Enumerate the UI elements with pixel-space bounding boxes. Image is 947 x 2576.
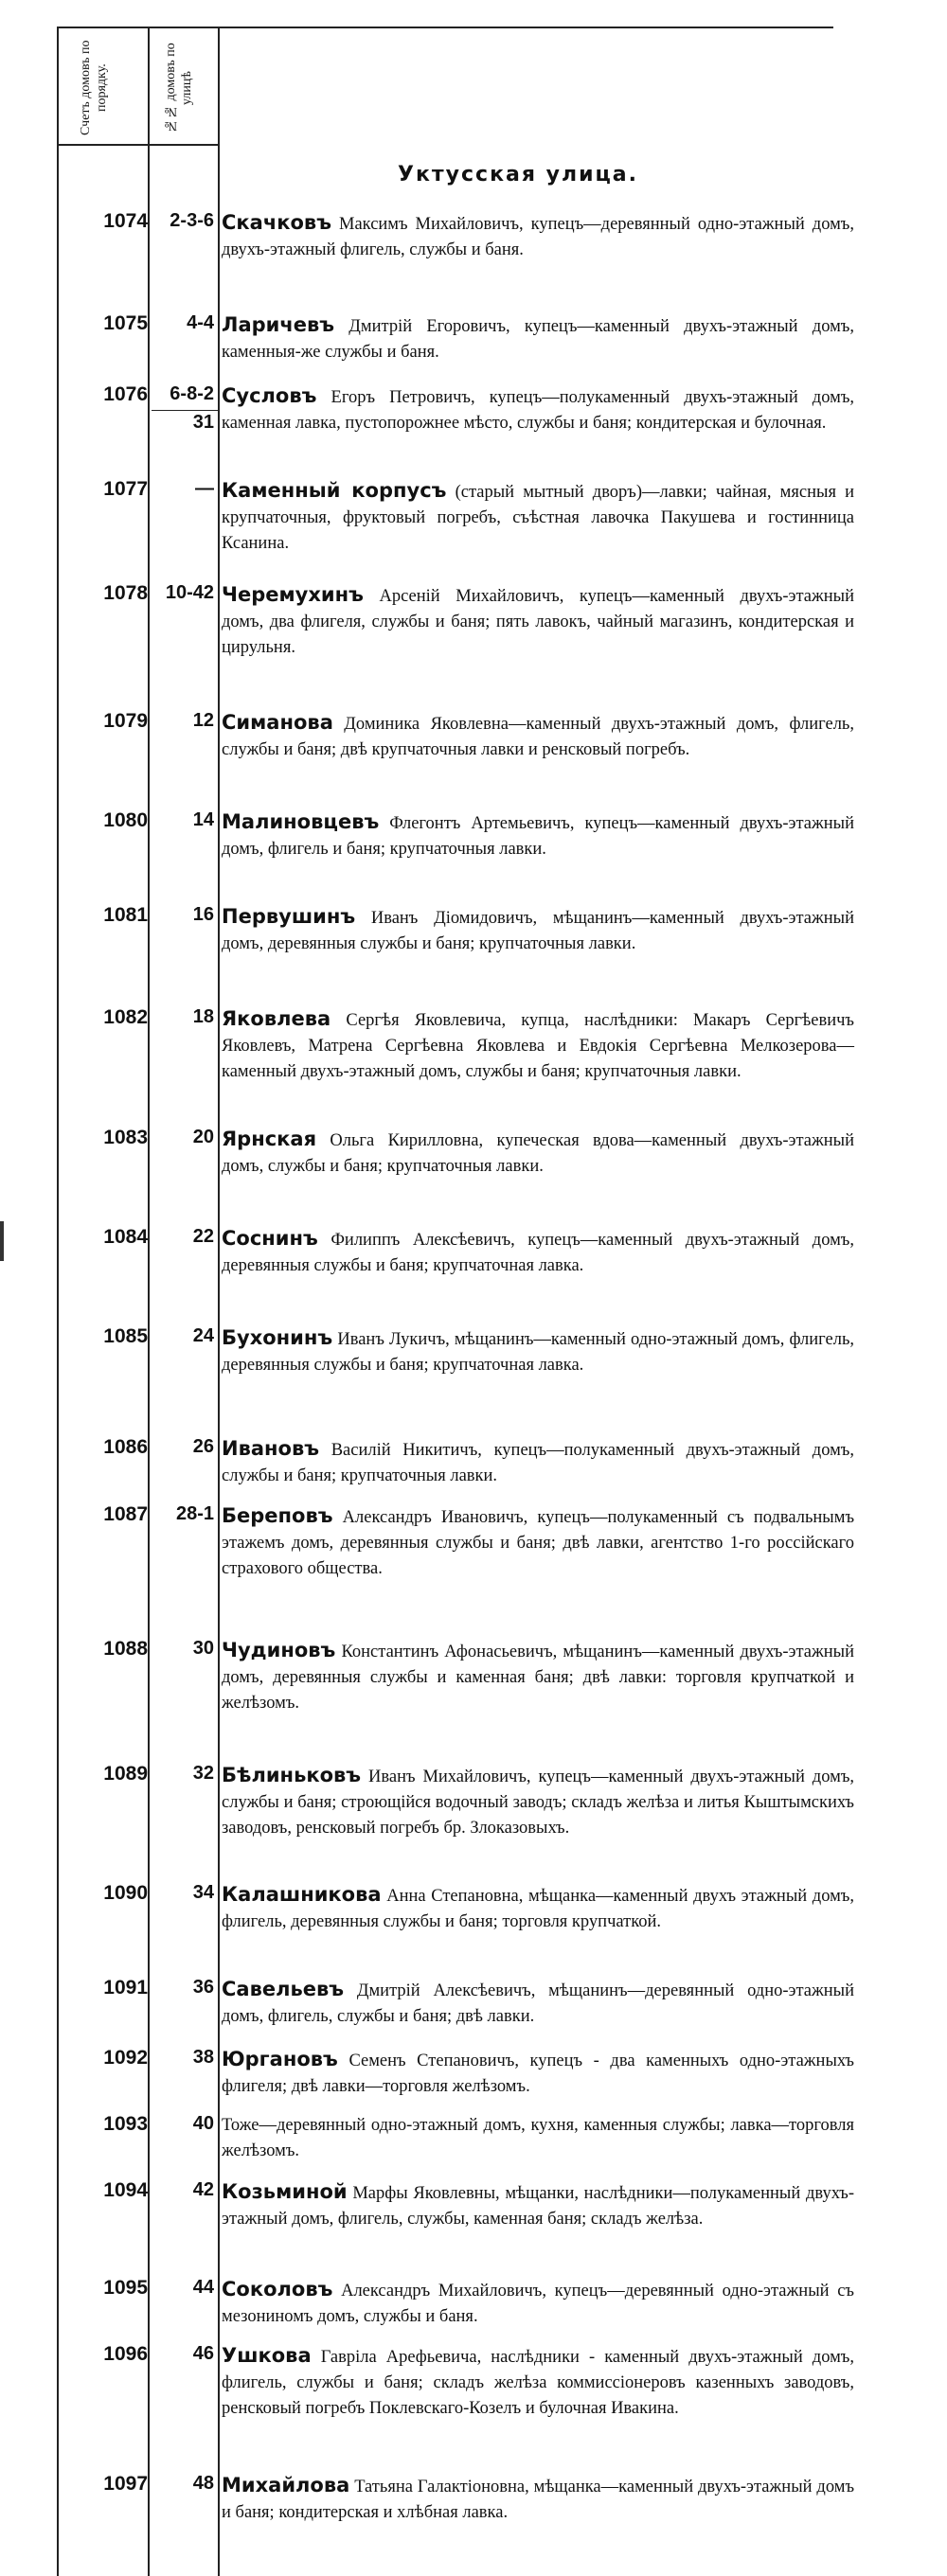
entry-description (222, 582, 854, 661)
street-house-number: 2-3-6 (170, 210, 214, 231)
house-count-number: 1091 (103, 1977, 148, 1999)
entry-text: Александръ Ивановичъ, купецъ—полукаменный съ подвальнымъ этажемъ домъ, деревянныя службы и баня; двѣ лавки, агентство 1-го россійскаго страхового общества. (222, 1508, 855, 1578)
street-house-number: 26 (192, 1436, 214, 1457)
entry-description (222, 210, 854, 263)
entry-text: Василій Никитичъ, купецъ—полукаменный двухъ-этажный домъ, службы и баня; крупчаточныя лавки. (222, 1441, 854, 1485)
street-title: Уктусская улица. (398, 163, 639, 187)
owner-name: Ивановъ (222, 1437, 320, 1460)
house-count-number: 1084 (103, 1226, 148, 1248)
entry-text: Марфы Яковлевны, мѣщанки, наслѣдники—полукаменный двухъ-этажный домъ, флигель, службы, каменная баня; складъ желѣза. (222, 2184, 854, 2229)
entry-text: Семенъ Степановичъ, купецъ - два каменныхъ одно-этажныхъ флигеля; двѣ лавки—торговля желѣзомъ. (222, 2052, 855, 2096)
house-count-number: 1089 (103, 1763, 148, 1785)
owner-name: Малиновцевъ (222, 810, 380, 833)
street-house-number: 34 (192, 1882, 214, 1903)
entry-text: Иванъ Лукичъ, мѣщанинъ—каменный одно-этажный домъ, флигель, деревянныя службы и баня; крупчаточная лавка. (222, 1330, 855, 1375)
house-count-number: 1097 (103, 2473, 148, 2495)
owner-name: Симанова (222, 711, 333, 734)
house-count-number: 1086 (103, 1436, 148, 1458)
entry-description (222, 2343, 854, 2422)
owner-name: Черемухинъ (222, 583, 364, 606)
street-house-number: 14 (192, 809, 214, 830)
owner-name: Калашникова (222, 1883, 382, 1906)
entry-text: Егоръ Петровичъ, купецъ—полукаменный двухъ-этажный домъ, каменная лавка, пустопорожнее мѣсто, службы и баня; кондитерская и булочная. (222, 388, 855, 433)
entry-text: Александръ Михайловичъ, купецъ—деревянный одно-этажный съ мезониномъ домъ, службы и баня. (222, 2282, 854, 2326)
entry-text: Арсеній Михайловичъ, купецъ—каменный двухъ-этажный домъ, два флигеля, службы и баня; пять лавокъ, чайный магазинъ, кондитерская и цирульня. (222, 587, 854, 657)
street-house-number-secondary: 31 (192, 412, 214, 433)
column-divider-middle (148, 27, 150, 2576)
street-house-number: 48 (192, 2473, 214, 2494)
entry-description (222, 1006, 854, 1085)
entry-description (222, 312, 854, 365)
entry-text: Максимъ Михайловичъ, купецъ—деревянный одно-этажный домъ, двухъ-этажный флигель, службы и баня. (222, 215, 854, 259)
entry-description (222, 383, 854, 436)
entry-description (222, 904, 854, 957)
owner-name: Чудиновъ (222, 1639, 336, 1661)
owner-name: Савельевъ (222, 1978, 345, 2000)
column-divider-left (57, 27, 59, 2576)
entry-text: Иванъ Діомидовичъ, мѣщанинъ—каменный двухъ-этажный домъ, деревянныя службы и баня; крупчаточныя лавки. (222, 909, 854, 953)
entry-description (222, 2473, 854, 2526)
margin-mark (0, 1221, 4, 1261)
column-divider-right (218, 27, 220, 2576)
house-count-number: 1074 (103, 210, 148, 232)
house-count-number: 1092 (103, 2047, 148, 2069)
owner-name: Ларичевъ (222, 313, 335, 336)
column-header-count: Счетъ домовъ по порядку. (79, 40, 109, 136)
owner-name: Скачковъ (222, 211, 332, 234)
street-house-number: 4-4 (187, 312, 214, 333)
house-count-number: 1094 (103, 2179, 148, 2201)
street-house-number: 16 (192, 904, 214, 925)
entry-description (222, 478, 854, 557)
owner-name: Юргановъ (222, 2048, 338, 2070)
house-count-number: 1079 (103, 710, 148, 732)
owner-name: Ярнская (222, 1128, 317, 1150)
entry-text: Константинъ Афонасьевичъ, мѣщанинъ—каменный двухъ-этажный домъ, деревянныя службы и каменная баня; двѣ лавки: торговля крупчаткой и желѣзомъ. (222, 1643, 854, 1713)
owner-name: Сусловъ (222, 384, 317, 407)
street-house-number: 32 (192, 1763, 214, 1784)
owner-name: Ушкова (222, 2344, 312, 2367)
entry-description (222, 2179, 854, 2232)
entry-text: Ольга Кирилловна, купеческая вдова—каменный двухъ-этажный домъ, службы и баня; крупчаточныя лавки. (222, 1131, 854, 1176)
owner-name: Первушинъ (222, 905, 356, 928)
entry-description (222, 2113, 854, 2164)
entry-description (222, 1436, 854, 1489)
owner-name: Бухонинъ (222, 1326, 333, 1349)
owner-name: Козьминой (222, 2180, 348, 2203)
house-count-number: 1082 (103, 1006, 148, 1028)
owner-name: Соколовъ (222, 2278, 333, 2301)
house-count-number: 1081 (103, 904, 148, 926)
street-house-number: 44 (192, 2277, 214, 2298)
column-header-street-number: №№ домовъ по улицѣ (164, 43, 194, 133)
street-house-number: 6-8-2 (170, 383, 214, 404)
table-top-rule (57, 27, 833, 28)
entry-text: Тоже—деревянный одно-этажный домъ, кухня, каменныя службы; лавка—торговля желѣзомъ. (222, 2116, 854, 2160)
owner-name: Каменный корпусъ (222, 479, 447, 502)
street-number-divider (152, 410, 218, 411)
street-house-number: — (195, 478, 214, 499)
street-house-number: 38 (192, 2047, 214, 2068)
entry-description (222, 1127, 854, 1180)
house-count-number: 1087 (103, 1503, 148, 1525)
house-count-number: 1080 (103, 809, 148, 831)
house-count-number: 1077 (103, 478, 148, 500)
house-count-number: 1078 (103, 582, 148, 604)
house-count-number: 1076 (103, 383, 148, 405)
street-house-number: 28-1 (175, 1503, 214, 1524)
entry-text: Иванъ Михайловичъ, купецъ—каменный двухъ-этажный домъ, службы и баня; строющійся водочный заводъ; складъ желѣза и литья Кыштымскихъ заводовъ, ренсковый погребъ бр. Злоказовыхъ. (222, 1768, 855, 1838)
house-count-number: 1093 (103, 2113, 148, 2135)
owner-name: Михайлова (222, 2474, 350, 2496)
owner-name: Яковлева (222, 1007, 331, 1030)
house-count-number: 1085 (103, 1325, 148, 1347)
entry-text: Анна Степановна, мѣщанка—каменный двухъ этажный домъ, флигель, деревянныя службы и баня; торговля крупчаткой. (222, 1887, 855, 1931)
house-count-number: 1096 (103, 2343, 148, 2365)
street-house-number: 30 (192, 1638, 214, 1659)
entry-text: Дмитрій Алексѣевичъ, мѣщанинъ—деревянный одно-этажный домъ, флигель, службы и баня; двѣ лавки. (222, 1981, 854, 2026)
house-count-number: 1088 (103, 1638, 148, 1660)
entry-description (222, 1882, 854, 1935)
entry-description (222, 1763, 854, 1841)
entry-text: Филиппъ Алексѣевичъ, купецъ—каменный двухъ-этажный домъ, деревянныя службы и баня; крупчаточная лавка. (222, 1231, 854, 1275)
entry-text: Сергѣя Яковлевича, купца, наслѣдники: Макаръ Сергѣевичъ Яковлевъ, Матрена Сергѣевна Яковлева и Евдокія Сергѣевна Мелкозерова—каменный двухъ-этажный домъ, службы и баня; крупчаточныя лавки. (222, 1011, 854, 1081)
owner-name: Береповъ (222, 1504, 333, 1527)
entry-description (222, 1325, 854, 1378)
entry-description (222, 1638, 854, 1716)
owner-name: Соснинъ (222, 1227, 318, 1250)
street-house-number: 42 (192, 2179, 214, 2200)
entry-text: Дмитрій Егоровичъ, купецъ—каменный двухъ-этажный домъ, каменныя-же службы и баня. (222, 317, 854, 362)
entry-text: Доминика Яковлевна—каменный двухъ-этажный домъ, флигель, службы и баня; двѣ крупчаточныя лавки и ренсковый погребъ. (222, 715, 854, 759)
entry-text: (старый мытный дворъ)—лавки; чайная, мясныя и крупчаточныя, фруктовый погребъ, съѣстная лавочка Пакушева и гостинница Ксанина. (222, 483, 854, 553)
street-house-number: 24 (192, 1325, 214, 1346)
street-house-number: 10-42 (165, 582, 214, 603)
street-house-number: 20 (192, 1127, 214, 1147)
entry-text: Гаврiла Арефьевича, наслѣдники - каменный двухъ-этажный домъ, флигель, службы и баня; складъ желѣза коммиссіонеровъ казенныхъ заводовъ, ренсковый погребъ Поклевскаго-Козелъ и булочная Ивакина. (222, 2348, 854, 2418)
entry-description (222, 710, 854, 763)
street-house-number: 36 (192, 1977, 214, 1998)
entry-description (222, 1977, 854, 2030)
entry-text: Татьяна Галактіоновна, мѣщанка—каменный двухъ-этажный домъ и баня; кондитерская и хлѣбная лавка. (222, 2478, 855, 2522)
house-count-number: 1090 (103, 1882, 148, 1904)
entry-description (222, 1503, 854, 1582)
entry-description (222, 809, 854, 862)
street-house-number: 40 (192, 2113, 214, 2134)
house-count-number: 1095 (103, 2277, 148, 2299)
entry-description (222, 2047, 854, 2100)
header-bottom-rule (57, 144, 218, 146)
street-house-number: 18 (192, 1006, 214, 1027)
entry-description (222, 2277, 854, 2330)
house-count-number: 1083 (103, 1127, 148, 1148)
entry-text: Флегонтъ Артемьевичъ, купецъ—каменный двухъ-этажный домъ, флигель и баня; крупчаточныя лавки. (222, 814, 855, 859)
street-house-number: 12 (192, 710, 214, 731)
owner-name: Бѣлиньковъ (222, 1764, 362, 1786)
house-count-number: 1075 (103, 312, 148, 334)
entry-description (222, 1226, 854, 1279)
street-house-number: 46 (192, 2343, 214, 2364)
street-house-number: 22 (192, 1226, 214, 1247)
